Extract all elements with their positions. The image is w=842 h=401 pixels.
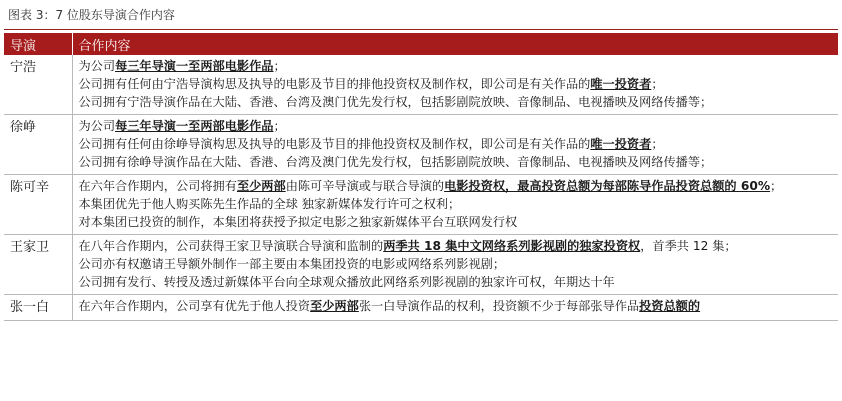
director-cooperation-table: [4, 33, 839, 321]
highlight-text: 至少两部: [236, 179, 286, 193]
table-row: [4, 55, 838, 115]
body-text: 公司拥有宁浩导演作品在大陆、香港、台湾及澳门优先发行权，包括影剧院放映、音像制品、电视播映及网络传播等；: [78, 95, 713, 109]
content-line: [79, 297, 833, 315]
content-line: [79, 117, 833, 135]
body-text: ；: [651, 77, 664, 91]
cooperation-content: [72, 115, 838, 175]
body-text: 公司拥有徐峥导演作品在大陆、香港、台湾及澳门优先发行权，包括影剧院放映、音像制品、电视播映及网络传播等；: [78, 155, 713, 169]
body-text: 对本集团已投资的制作，本集团将获授予拟定电影之独家新媒体平台互联网发行权: [78, 215, 518, 229]
table-row: [4, 115, 838, 175]
content-line: [79, 57, 833, 75]
body-text: 公司拥有任何由宁浩导演构思及执导的电影及节目的排他投资权及制作权，即公司是有关作品的: [78, 77, 591, 91]
highlight-text: 两季共 18 集中文网络系列影视剧的独家投资权: [383, 239, 641, 253]
highlight-text: 唯一投资者: [590, 77, 652, 91]
director-name: 王家卫: [4, 235, 72, 295]
content-line: [79, 93, 833, 111]
figure-caption: 图表 3：7 位股东导演合作内容: [4, 0, 838, 30]
body-text: 公司拥有发行、转授及透过新媒体平台向全球观众播放此网络系列影视剧的独家许可权，年期达十年: [78, 275, 615, 289]
director-name: 宁浩: [4, 55, 72, 115]
body-text: 在六年合作期内，公司享有优先于他人投资: [78, 299, 311, 313]
body-text: ，首季共 12 集；: [640, 239, 737, 253]
table-row: [4, 175, 838, 235]
cooperation-content: [72, 295, 838, 321]
content-line: [79, 237, 833, 255]
body-text: 为公司: [78, 119, 116, 133]
table-row: [4, 235, 838, 295]
cooperation-content: [72, 175, 838, 235]
highlight-text: 至少两部: [310, 299, 359, 313]
header-content: 合作内容: [72, 33, 838, 55]
highlight-text: 每三年导演一至两部电影作品: [115, 59, 274, 73]
director-name: 张一白: [4, 295, 72, 321]
body-text: ；: [770, 179, 783, 193]
content-line: [79, 177, 833, 195]
highlight-text: 唯一投资者: [590, 137, 652, 151]
cooperation-content: [72, 235, 838, 295]
body-text: 张一白导演作品的权利，投资额不少于每部张导作品: [358, 299, 640, 313]
content-line: [79, 213, 833, 231]
body-text: 在八年合作期内，公司获得王家卫导演联合导演和监制的: [78, 239, 384, 253]
director-name: 徐峥: [4, 115, 72, 175]
content-line: [79, 135, 833, 153]
director-name: 陈可辛: [4, 175, 72, 235]
header-director: 导演: [4, 33, 72, 55]
body-text: 本集团优先于他人购买陈先生作品的全球 独家新媒体发行许可之权利；: [78, 197, 461, 211]
body-text: 公司亦有权邀请王导额外制作一部主要由本集团投资的电影或网络系列影视剧；: [78, 257, 506, 271]
highlight-text: 电影投资权，最高投资总额为每部陈导作品投资总额的 60%: [444, 179, 771, 193]
body-text: 公司拥有任何由徐峥导演构思及执导的电影及节目的排他投资权及制作权，即公司是有关作品的: [78, 137, 591, 151]
body-text: 在六年合作期内，公司将拥有: [78, 179, 237, 193]
body-text: 由陈可辛导演或与联合导演的: [285, 179, 445, 193]
cooperation-content: [72, 55, 838, 115]
body-text: ；: [273, 119, 286, 133]
content-line: [79, 75, 833, 93]
table-row: [4, 295, 838, 321]
body-text: ；: [273, 59, 286, 73]
table-body: [4, 55, 838, 321]
content-line: [79, 273, 833, 291]
body-text: ；: [651, 137, 664, 151]
content-line: [79, 255, 833, 273]
content-line: [79, 195, 833, 213]
content-line: [79, 153, 833, 171]
body-text: 为公司: [78, 59, 116, 73]
table-header-row: [4, 33, 838, 55]
highlight-text: 每三年导演一至两部电影作品: [115, 119, 274, 133]
highlight-text: 投资总额的: [639, 299, 701, 313]
